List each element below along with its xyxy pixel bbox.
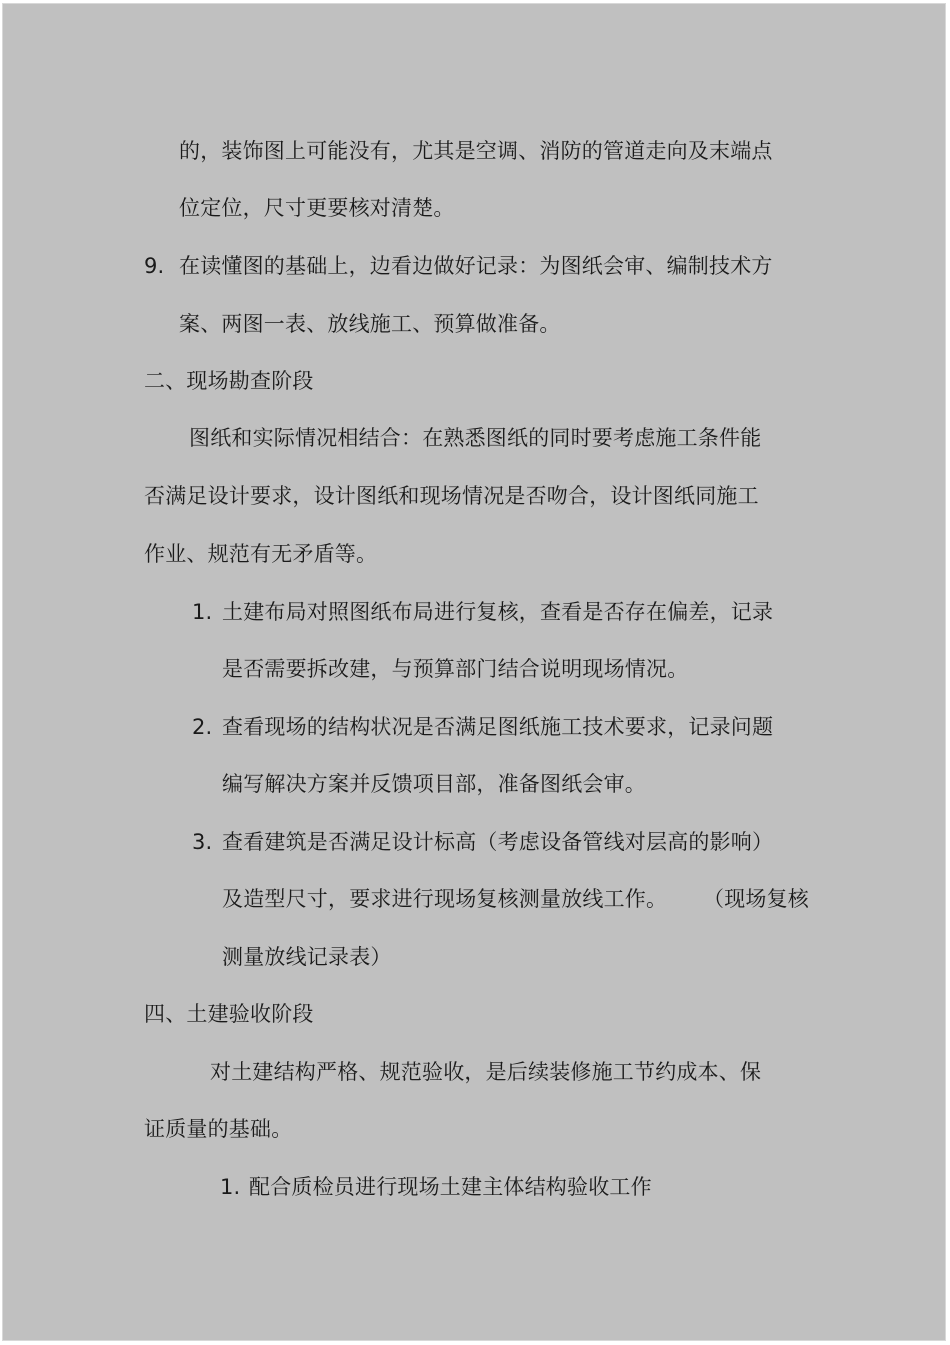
- text-line: 在读懂图的基础上，边看边做好记录：为图纸会审、编制技术方: [179, 254, 773, 278]
- text-line: 图纸和实际情况相结合：在熟悉图纸的同时要考虑施工条件能: [189, 426, 762, 450]
- text-line: 的，装饰图上可能没有，尤其是空调、消防的管道走向及末端点: [179, 139, 773, 163]
- text-line: 编写解决方案并反馈项目部，准备图纸会审。: [222, 772, 646, 796]
- text-line: 配合质检员进行现场土建主体结构验收工作: [249, 1175, 652, 1199]
- text-line: 否满足设计要求，设计图纸和现场情况是否吻合，设计图纸同施工: [144, 484, 759, 508]
- text-line: 查看建筑是否满足设计标高（考虑设备管线对层高的影响）: [222, 830, 774, 854]
- section-heading: 四、土建验收阶段: [144, 1002, 314, 1026]
- list-number: 1.: [220, 1175, 241, 1199]
- list-number: 1.: [192, 600, 213, 624]
- text-line: （现场复核: [703, 887, 809, 911]
- section-heading: 二、现场勘查阶段: [144, 369, 314, 393]
- list-number: 9.: [144, 254, 165, 278]
- list-number: 2.: [192, 715, 213, 739]
- text-line: 是否需要拆改建，与预算部门结合说明现场情况。: [222, 657, 689, 681]
- text-line: 及造型尺寸，要求进行现场复核测量放线工作。: [222, 887, 668, 911]
- text-line: 证质量的基础。: [144, 1117, 293, 1141]
- text-line: 位定位，尺寸更要核对清楚。: [179, 196, 455, 220]
- text-line: 土建布局对照图纸布局进行复核，查看是否存在偏差，记录: [222, 600, 774, 624]
- document-page: [2, 3, 946, 1341]
- text-line: 测量放线记录表）: [222, 945, 392, 969]
- text-line: 对土建结构严格、规范验收，是后续装修施工节约成本、保: [210, 1060, 762, 1084]
- text-line: 作业、规范有无矛盾等。: [144, 542, 378, 566]
- text-line: 案、两图一表、放线施工、预算做准备。: [179, 312, 561, 336]
- list-number: 3.: [192, 830, 213, 854]
- text-line: 查看现场的结构状况是否满足图纸施工技术要求，记录问题: [222, 715, 774, 739]
